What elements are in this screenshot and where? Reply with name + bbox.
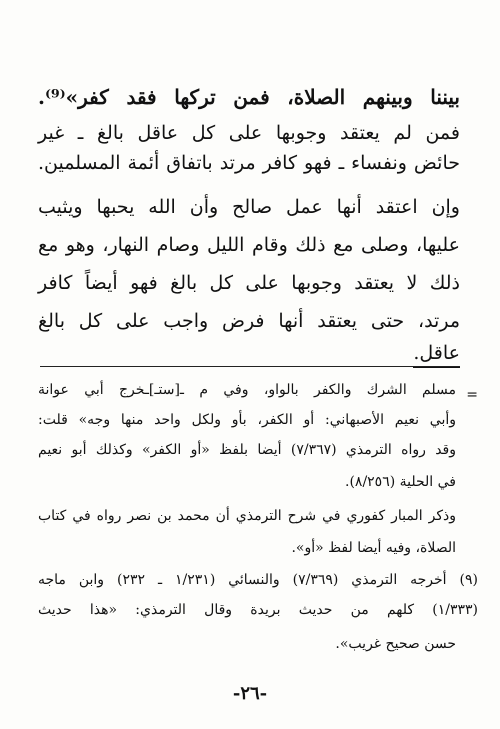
body-line-1: بيننا وبينهم الصلاة، فمن تركها فقد كفر»⁽⁹⁾. [38, 85, 460, 109]
footnote-line-7: (٩) أخرجه الترمذي (٧/٣٦٩) والنسائي (١/٢٣١ ـ ٢٣٢) وابن ماجه [38, 572, 478, 588]
body-line-6: ذلك لا يعتقد وجوبها على كل بالغ فهو أيضاً كافر [38, 272, 460, 294]
footnote-line-8: (١/٣٣٣) كلهم من حديث بريدة وقال الترمذي: «هذا حديث [38, 602, 478, 618]
footnote-line-6: الصلاة، وفيه أيضا لفظ «أو». [291, 540, 456, 556]
body-line-8-text: عاقل. [413, 342, 460, 368]
page-number: -٢٦- [232, 683, 268, 704]
body-line-3: حائض ونفساء ـ فهو كافر مرتد باتفاق أئمة المسلمين. [38, 152, 460, 174]
body-line-7: مرتد، حتى يعتقد أنها فرض واجب على كل بالغ [38, 310, 460, 332]
footnote-line-9: حسن صحيح غريب». [335, 636, 456, 652]
footnote-continuation-marker: = [466, 387, 478, 403]
body-line-8 [413, 340, 460, 366]
footnote-line-4: في الحلية (٨/٢٥٦). [345, 474, 456, 490]
footnote-line-1: مسلم الشرك والكفر بالواو، وفي م ـ[ستـ]ـخرج أبي عوانة [38, 382, 456, 398]
footnote-line-5: وذكر المبار كفوري في شرح الترمذي أن محمد بن نصر رواه في كتاب [38, 508, 456, 524]
body-line-2: فمن لم يعتقد وجوبها على كل عاقل بالغ ـ غير [38, 122, 460, 144]
footnote-line-3: وقد رواه الترمذي (٧/٣٦٧) أيضا بلفظ «أو الكفر» وكذلك أبو نعيم [38, 442, 457, 458]
body-line-4: وإن اعتقد أنها عمل صالح وأن الله يحبها ويثيب [38, 196, 460, 218]
footnote-line-2: وأبي نعيم الأصبهاني: أو الكفر، بأو ولكل واحد منها وجه» قلت: [38, 412, 456, 428]
footnote-separator [40, 366, 460, 367]
body-line-5: عليها، وصلى مع ذلك وقام الليل وصام النهار، وهو مع [38, 234, 460, 256]
